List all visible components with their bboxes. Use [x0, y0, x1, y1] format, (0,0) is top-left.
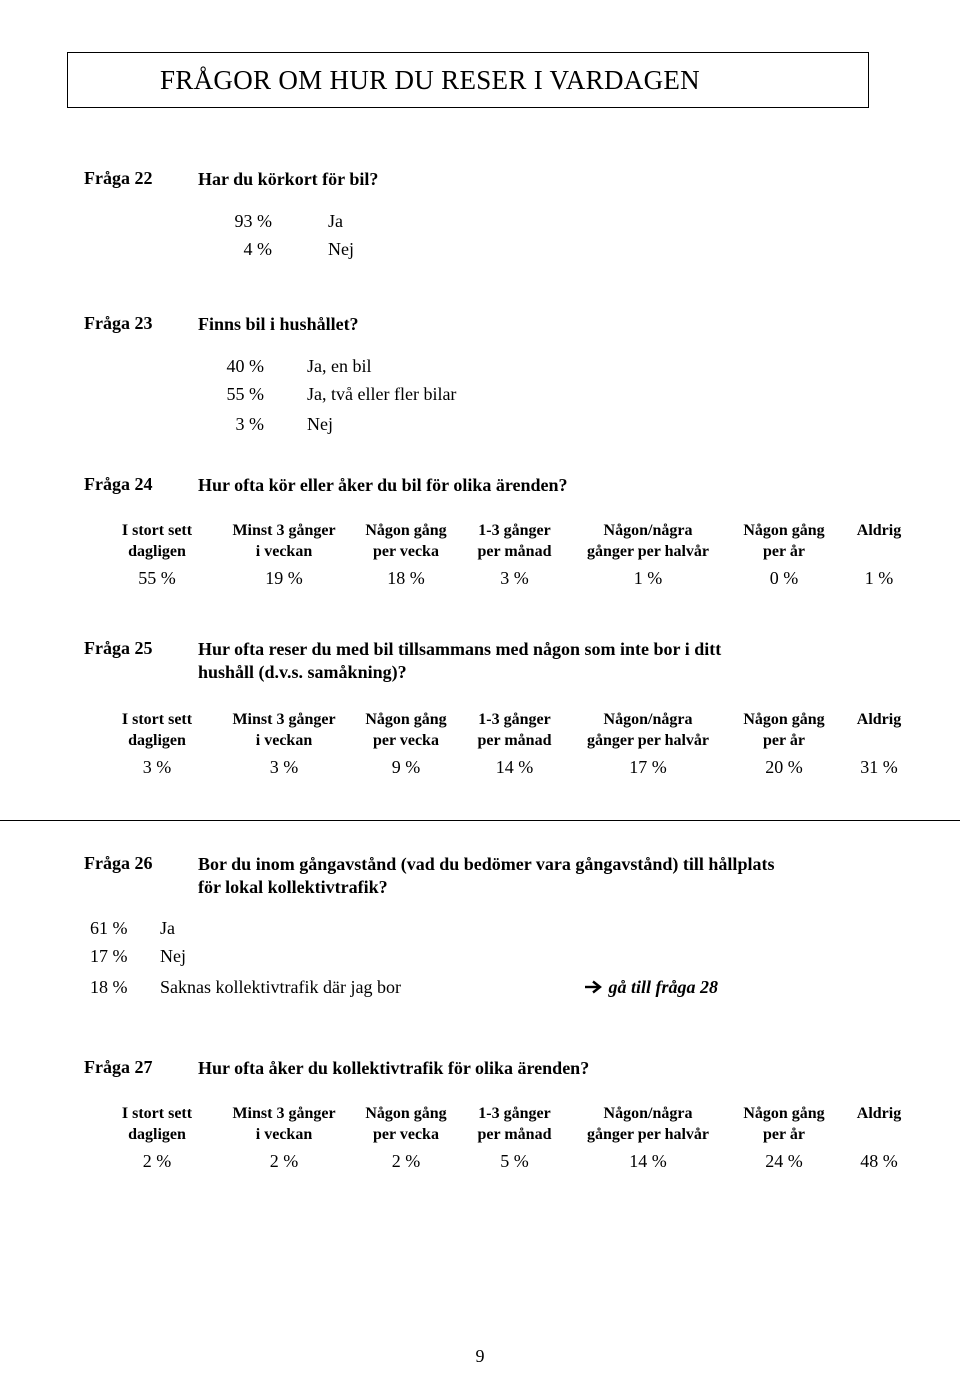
q25-header-never: Aldrig — [856, 711, 902, 728]
q24-value: 55 % — [138, 568, 176, 588]
q27-header-yearly: Någon gång per år — [743, 1105, 825, 1143]
page-title: FRÅGOR OM HUR DU RESER I VARDAGEN — [160, 65, 700, 95]
q24-header-monthly: 1-3 gånger per månad — [477, 522, 552, 560]
q22-answer-text: Nej — [328, 239, 354, 259]
q27-value: 48 % — [860, 1151, 898, 1171]
q24-header-3-per-week: Minst 3 gånger i veckan — [232, 522, 336, 560]
q27-value: 24 % — [765, 1151, 803, 1171]
q25-header-daily: I stort sett dagligen — [121, 711, 193, 749]
q26-goto-instruction — [584, 977, 718, 998]
q24-value: 0 % — [769, 568, 799, 588]
q24-label: Fråga 24 — [84, 474, 153, 494]
page-number: 9 — [475, 1346, 485, 1366]
q27-header-weekly: Någon gång per vecka — [365, 1105, 447, 1143]
q26-answer-text: Nej — [160, 946, 186, 966]
q25-value: 3 % — [142, 757, 172, 777]
q27-header-monthly: 1-3 gånger per månad — [477, 1105, 552, 1143]
q25-value: 31 % — [860, 757, 898, 777]
q27-header-3-per-week: Minst 3 gånger i veckan — [232, 1105, 336, 1143]
q26-answer-pct: 17 % — [90, 946, 128, 966]
right-arrow-icon — [584, 980, 604, 994]
q27-label: Fråga 27 — [84, 1057, 153, 1077]
q25-question: Hur ofta reser du med bil tillsammans med någon som inte bor i ditt hushåll (d.v.s. samåkning)? — [198, 639, 722, 682]
q26-question: Bor du inom gångavstånd (vad du bedömer vara gångavstånd) till hållplats för lokal kollektivtrafik? — [198, 854, 775, 897]
q27-value: 5 % — [500, 1151, 529, 1171]
q23-answer-text: Ja, en bil — [307, 356, 372, 376]
q26-answer-pct: 61 % — [90, 918, 128, 938]
q23-answer-pct: 55 % — [226, 384, 264, 404]
q22-answer-pct: 4 % — [243, 239, 272, 259]
q25-value: 17 % — [629, 757, 667, 777]
q27-value: 2 % — [391, 1151, 421, 1171]
q24-header-weekly: Någon gång per vecka — [365, 522, 447, 560]
title-box — [67, 52, 869, 108]
q25-header-yearly: Någon gång per år — [743, 711, 825, 749]
q27-value: 2 % — [142, 1151, 172, 1171]
q24-header-halfyear: Någon/några gånger per halvår — [586, 522, 710, 560]
q27-value: 2 % — [269, 1151, 299, 1171]
q25-header-monthly: 1-3 gånger per månad — [477, 711, 552, 749]
q23-answer-pct: 40 % — [226, 356, 264, 376]
q24-value: 18 % — [387, 568, 425, 588]
q23-answer-pct: 3 % — [235, 414, 264, 434]
q23-question: Finns bil i hushållet? — [198, 314, 359, 334]
q22-label: Fråga 22 — [84, 168, 153, 188]
q22-answer-text: Ja — [328, 211, 343, 231]
q24-header-daily: I stort sett dagligen — [121, 522, 193, 560]
q27-question: Hur ofta åker du kollektivtrafik för olika ärenden? — [198, 1058, 590, 1078]
q24-value: 3 % — [500, 568, 529, 588]
q25-label: Fråga 25 — [84, 638, 153, 658]
q23-answer-text: Nej — [307, 414, 333, 434]
q24-value: 1 % — [864, 568, 894, 588]
q24-question: Hur ofta kör eller åker du bil för olika ärenden? — [198, 475, 568, 495]
q25-header-halfyear: Någon/några gånger per halvår — [586, 711, 710, 749]
q27-header-never: Aldrig — [856, 1105, 902, 1122]
q25-value: 14 % — [495, 757, 534, 777]
q25-value: 9 % — [391, 757, 421, 777]
q25-value: 20 % — [765, 757, 803, 777]
q26-answer-text: Saknas kollektivtrafik där jag bor — [160, 977, 401, 997]
q23-label: Fråga 23 — [84, 313, 153, 333]
section-divider — [0, 820, 960, 821]
q26-label: Fråga 26 — [84, 853, 153, 873]
q24-value: 19 % — [265, 568, 303, 588]
q25-header-3-per-week: Minst 3 gånger i veckan — [232, 711, 336, 749]
q27-header-halfyear: Någon/några gånger per halvår — [586, 1105, 710, 1143]
q27-value: 14 % — [629, 1151, 667, 1171]
q24-header-yearly: Någon gång per år — [743, 522, 825, 560]
q24-header-never: Aldrig — [856, 522, 902, 539]
q26-goto-text: gå till fråga 28 — [608, 977, 719, 997]
q23-answer-text: Ja, två eller fler bilar — [307, 384, 457, 404]
q22-answer-pct: 93 % — [234, 211, 272, 231]
q22-question: Har du körkort för bil? — [198, 169, 379, 189]
q26-answer-text: Ja — [160, 918, 175, 938]
q25-header-weekly: Någon gång per vecka — [365, 711, 447, 749]
q26-answer-pct: 18 % — [90, 977, 128, 997]
q27-header-daily: I stort sett dagligen — [121, 1105, 193, 1143]
q24-value: 1 % — [633, 568, 663, 588]
q25-value: 3 % — [269, 757, 299, 777]
